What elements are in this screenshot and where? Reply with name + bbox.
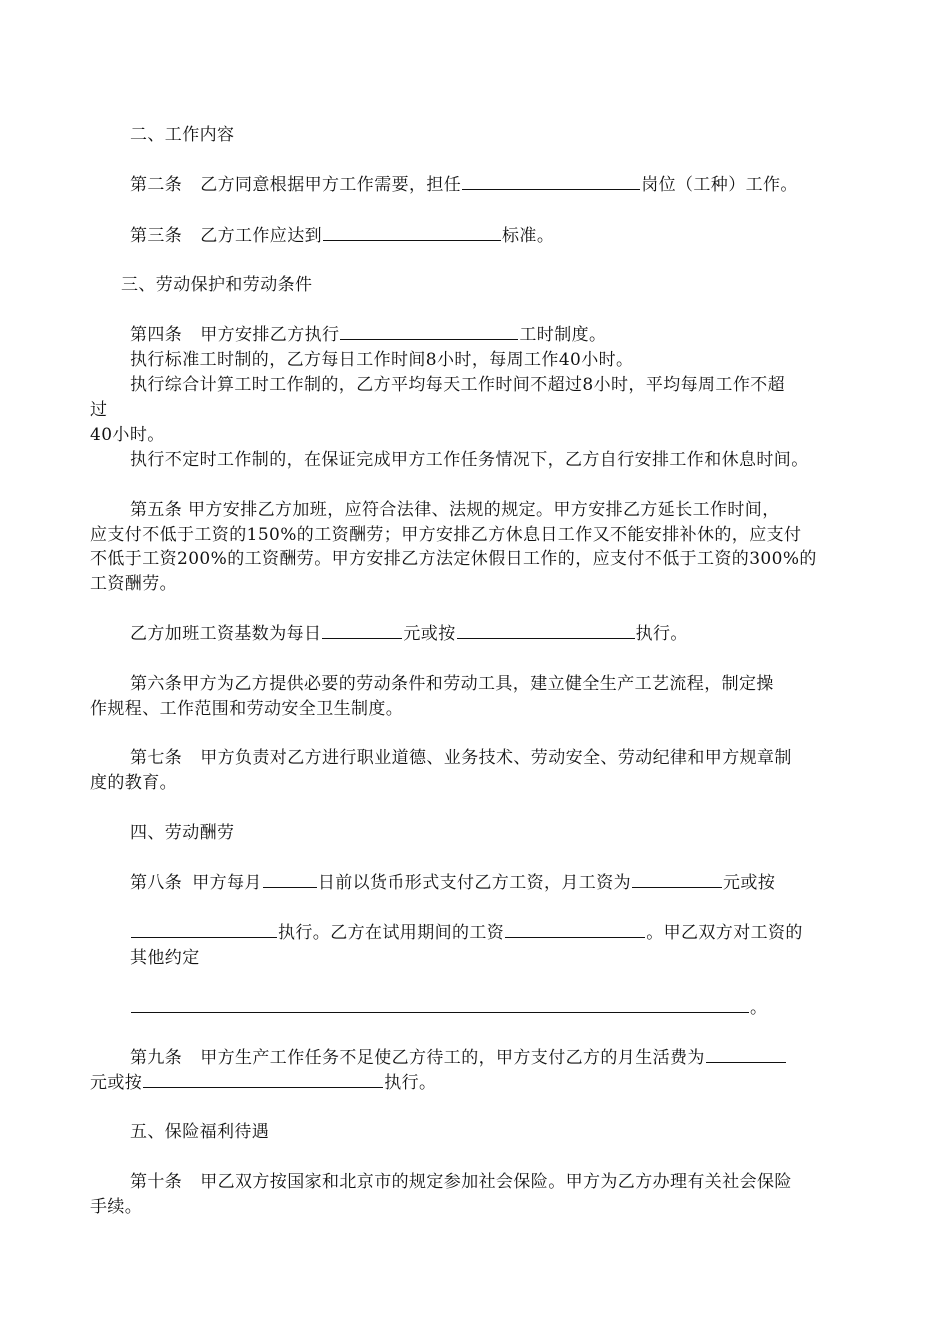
blank-work-hours-field[interactable]	[340, 323, 518, 340]
article-4: 第四条 甲方安排乙方执行 工时制度。	[130, 325, 607, 345]
article-10-line-1: 第十条 甲乙双方按国家和北京市的规定参加社会保险。甲方为乙方办理有关社会保险	[130, 1172, 792, 1192]
article-5-line-1: 第五条 甲方安排乙方加班，应符合法律、法规的规定。甲方安排乙方延长工作时间，	[130, 500, 780, 520]
article-9-line-2: 元或按 执行。	[90, 1073, 437, 1093]
article-10-line-2: 手续。	[90, 1197, 143, 1217]
article-8-line-4: 。	[130, 996, 920, 1020]
blank-monthly-wage-field[interactable]	[632, 871, 722, 888]
article-4-line-4: 过	[90, 400, 108, 420]
blank-pay-day-field[interactable]	[263, 871, 317, 888]
article-8-line-1: 第八条 甲方每月 日前以货币形式支付乙方工资，月工资为 元或按	[130, 873, 776, 893]
article-4-line-3: 执行综合计算工时工作制的，乙方平均每天工作时间不超过8小时，平均每周工作不超	[130, 375, 786, 395]
article-4-line-2: 执行标准工时制的，乙方每日工作时间8小时，每周工作40小时。	[130, 350, 634, 370]
section-title-insurance: 五、保险福利待遇	[130, 1122, 270, 1142]
article-7-line-2: 度的教育。	[90, 773, 177, 793]
article-5-line-4: 工资酬劳。	[90, 574, 177, 594]
article-6-line-2: 作规程、工作范围和劳动安全卫生制度。	[90, 699, 404, 719]
section-title-remuneration: 四、劳动酬劳	[130, 823, 235, 843]
blank-standard-field[interactable]	[323, 224, 501, 241]
overtime-base: 乙方加班工资基数为每日 元或按 执行。	[130, 624, 688, 644]
article-9-line-1: 第九条 甲方生产工作任务不足使乙方待工的，甲方支付乙方的月生活费为	[130, 1046, 920, 1070]
blank-overtime-method-field[interactable]	[457, 622, 635, 639]
article-7-line-1: 第七条 甲方负责对乙方进行职业道德、业务技术、劳动安全、劳动纪律和甲方规章制	[130, 748, 792, 768]
article-3: 第三条 乙方工作应达到 标准。	[130, 226, 555, 246]
blank-position-field[interactable]	[462, 173, 640, 190]
article-8-line-3: 其他约定	[130, 948, 200, 968]
blank-other-agreement-field[interactable]	[131, 996, 749, 1013]
blank-daily-base-field[interactable]	[322, 622, 402, 639]
section-title-work-content: 二、工作内容	[130, 125, 235, 145]
article-4-line-6: 执行不定时工作制的，在保证完成甲方工作任务情况下，乙方自行安排工作和休息时间。	[130, 450, 809, 470]
article-2: 第二条 乙方同意根据甲方工作需要，担任 岗位（工种）工作。	[130, 175, 798, 195]
article-8-line-2: 执行。乙方在试用期间的工资 。甲乙双方对工资的	[130, 921, 920, 945]
article-6-line-1: 第六条甲方为乙方提供必要的劳动条件和劳动工具，建立健全生产工艺流程，制定操	[130, 674, 774, 694]
article-5-line-3: 不低于工资200%的工资酬劳。甲方安排乙方法定休假日工作的，应支付不低于工资的300%的	[90, 549, 817, 569]
article-5-line-2: 应支付不低于工资的150%的工资酬劳；甲方安排乙方休息日工作又不能安排补休的，应支付	[90, 525, 802, 545]
blank-wage-method-field[interactable]	[131, 921, 277, 938]
blank-probation-wage-field[interactable]	[505, 921, 645, 938]
blank-allowance-method-field[interactable]	[143, 1071, 383, 1088]
article-4-line-5: 40小时。	[90, 425, 165, 445]
section-title-labor-protection: 三、劳动保护和劳动条件	[121, 275, 313, 295]
blank-living-allowance-field[interactable]	[706, 1046, 786, 1063]
